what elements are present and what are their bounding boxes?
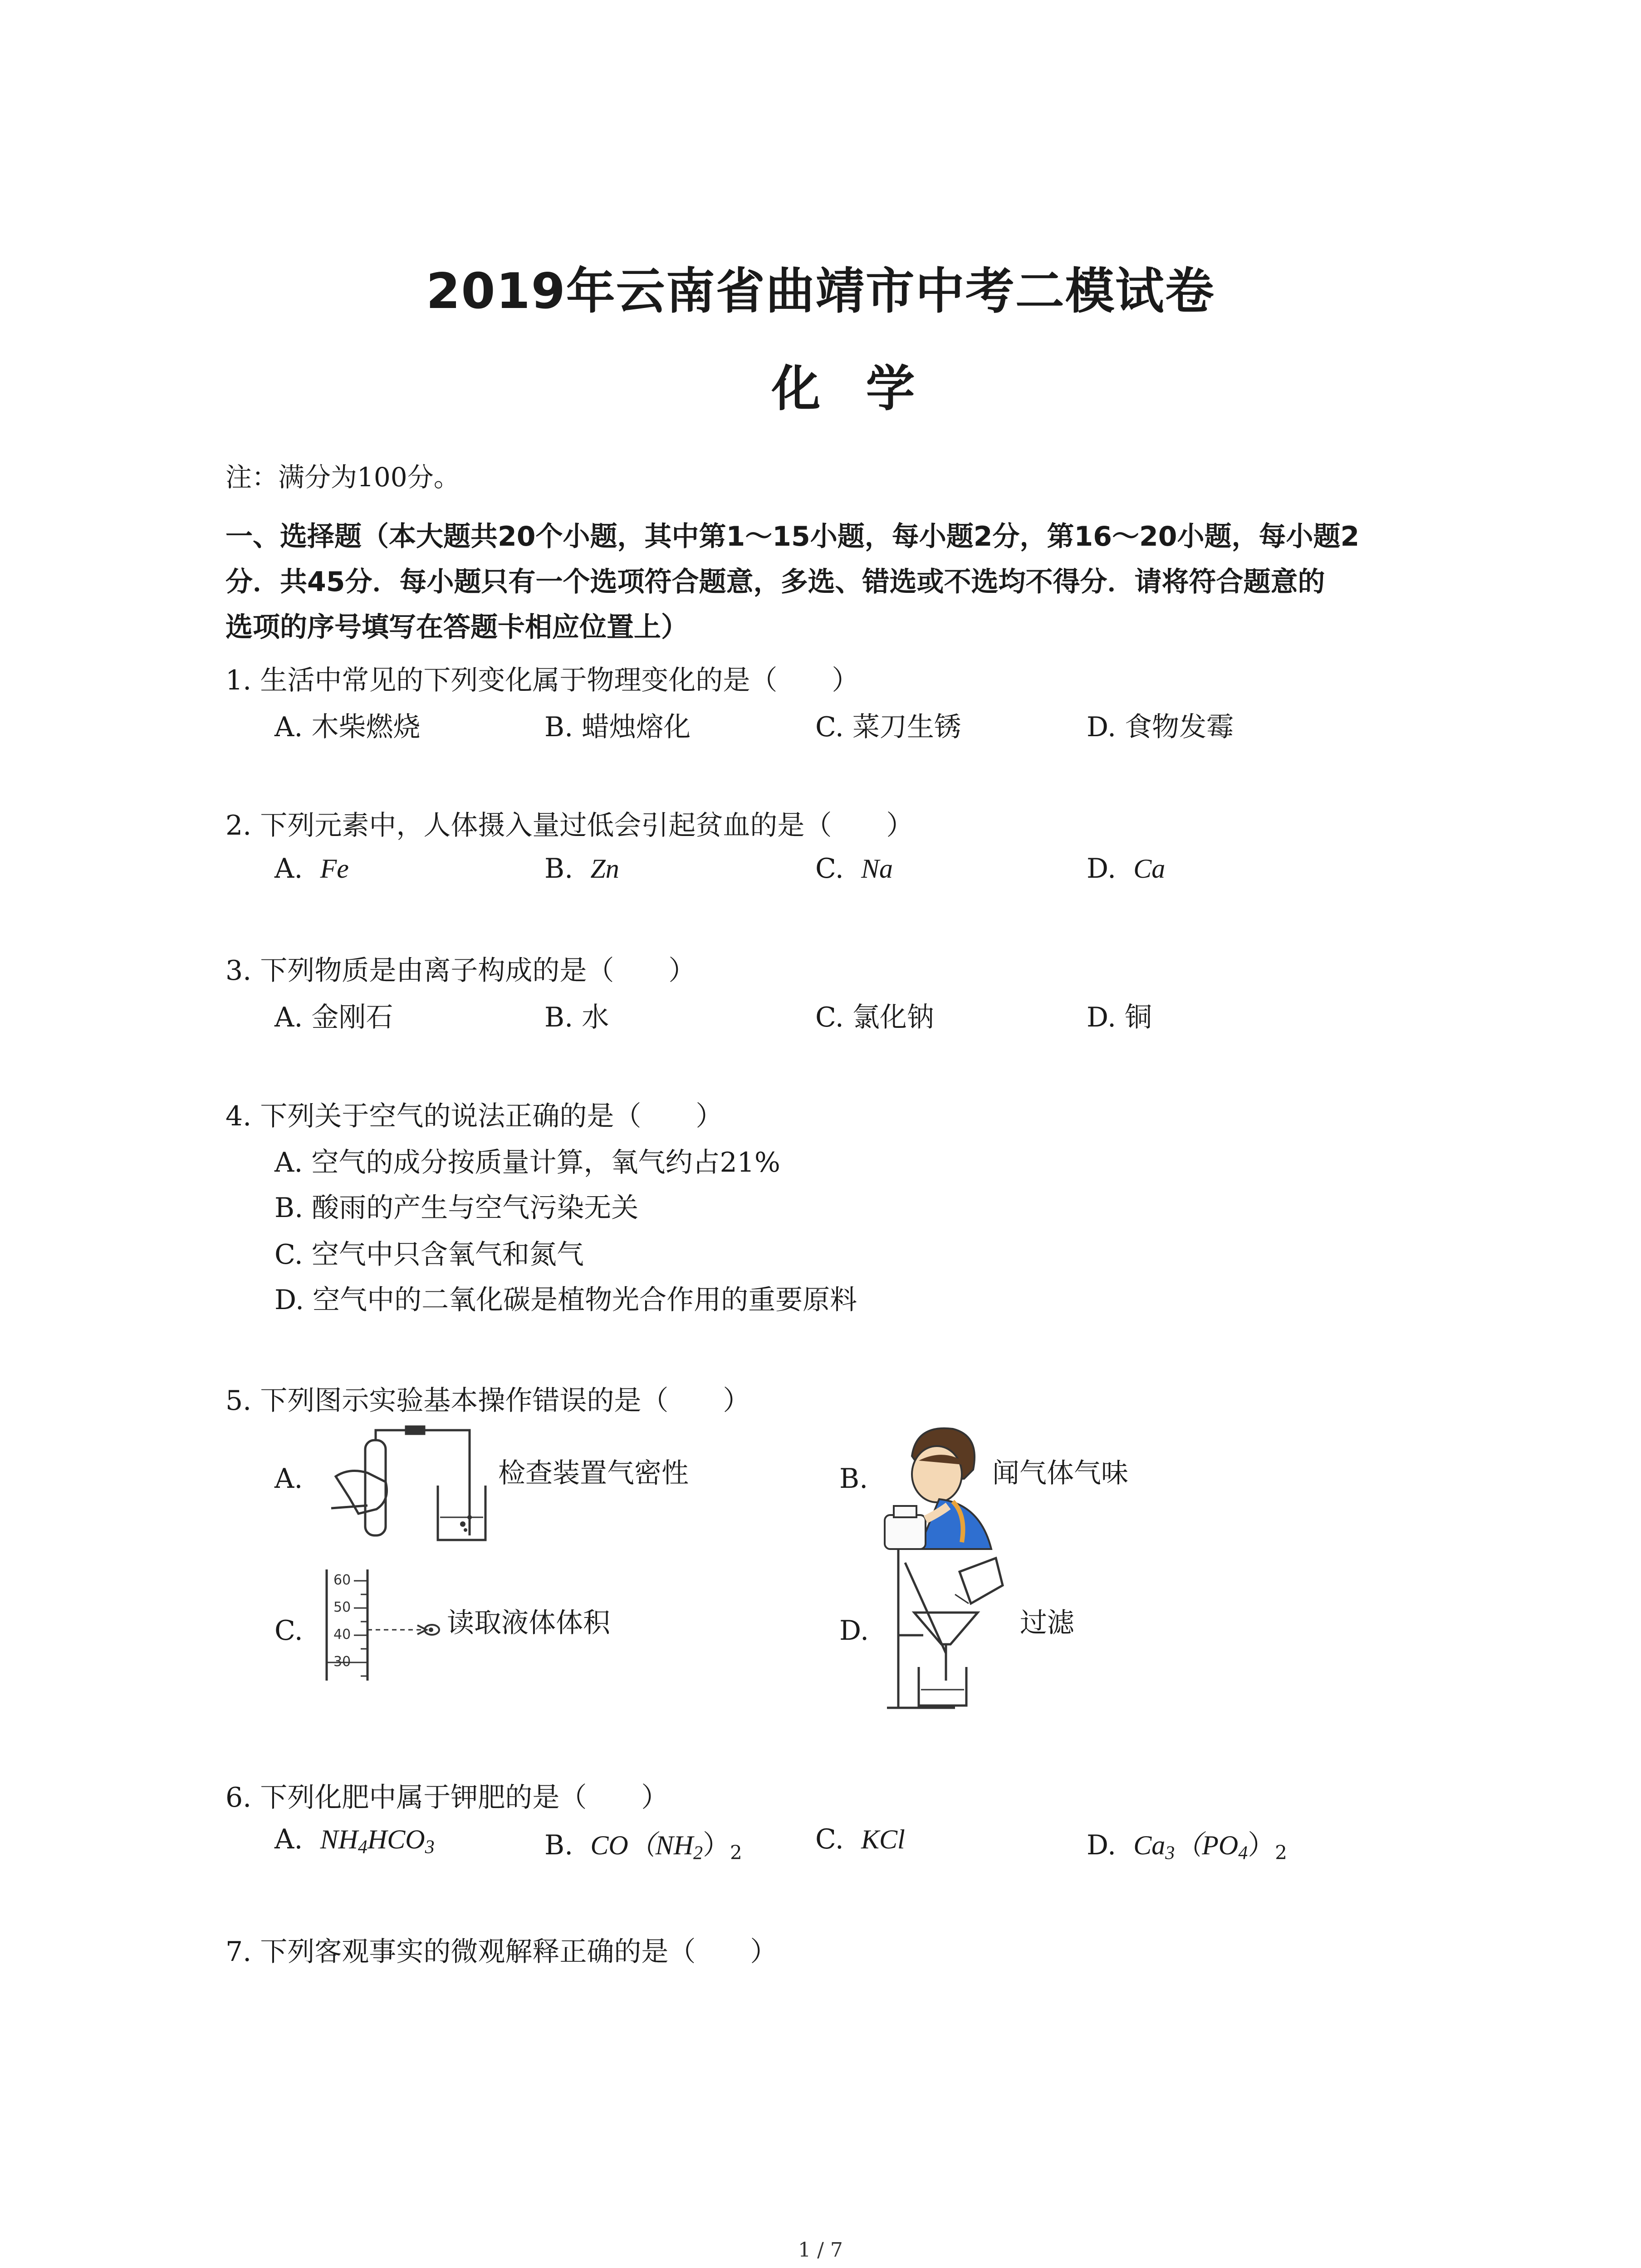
question-5-option-a-label: A. <box>274 1463 303 1495</box>
question-4-option-b: B. 酸雨的产生与空气污染无关 <box>274 1192 639 1224</box>
filtration-figure <box>887 1545 1005 1717</box>
question-4-option-c: C. 空气中只含氧气和氮气 <box>274 1239 584 1271</box>
question-7-stem: 7. 下列客观事实的微观解释正确的是（ ） <box>225 1936 778 1968</box>
question-3-option-a: A. 金刚石 <box>274 1002 393 1033</box>
page-number: 1 / 7 <box>798 2239 843 2262</box>
question-2-option-b: B. Zn <box>544 853 619 885</box>
smelling-gas-figure <box>885 1420 994 1551</box>
question-1-stem: 1. 生活中常见的下列变化属于物理变化的是（ ） <box>225 665 859 696</box>
question-6-option-a: A. $NH_4HCO_3$ <box>274 1823 435 1858</box>
question-2-option-c: C. Na <box>815 853 893 885</box>
question-6-option-b: B. $CO(NH_2)_2$ <box>544 1829 742 1864</box>
question-5-stem: 5. 下列图示实验基本操作错误的是（ ） <box>225 1385 750 1417</box>
question-3-option-c: C. 氯化钠 <box>815 1002 934 1033</box>
question-2-option-d: D. Ca <box>1087 853 1166 885</box>
section-heading-line1: 一、选择题（本大题共20个小题，其中第1～15小题，每小题2分，第16～20小题，每小题2 <box>225 521 1360 552</box>
question-4-stem: 4. 下列关于空气的说法正确的是（ ） <box>225 1100 723 1132</box>
question-1-option-a: A. 木柴燃烧 <box>274 711 421 743</box>
exam-title: 2019年云南省曲靖市中考二模试卷 <box>426 263 1215 320</box>
question-6-stem: 6. 下列化肥中属于钾肥的是（ ） <box>225 1782 669 1813</box>
question-3-option-d: D. 铜 <box>1087 1002 1152 1033</box>
exam-subject: 化学 <box>771 361 960 417</box>
graduated-cylinder-figure <box>318 1567 445 1685</box>
airtightness-check-figure <box>318 1427 499 1549</box>
question-5-option-d-label: D. <box>839 1615 869 1647</box>
question-1-option-b: B. 蜡烛熔化 <box>544 711 691 743</box>
cylinder-tick-60: 60 <box>333 1572 351 1588</box>
question-5-option-c-text: 读取液体体积 <box>447 1607 610 1639</box>
question-1-option-c: C. 菜刀生锈 <box>815 711 961 743</box>
question-3-option-b: B. 水 <box>544 1002 609 1033</box>
question-6-option-d: D. $Ca_3(PO_4)_2$ <box>1087 1829 1287 1864</box>
question-5-option-b-label: B. <box>839 1463 868 1495</box>
question-5-option-a-text: 检查装置气密性 <box>498 1457 689 1489</box>
question-6-option-c: C. KCl <box>815 1823 905 1855</box>
score-note: 注：满分为100分。 <box>225 462 460 493</box>
cylinder-tick-30: 30 <box>333 1654 351 1670</box>
question-5-option-d-text: 过滤 <box>1020 1607 1074 1639</box>
question-1-option-d: D. 食物发霉 <box>1087 711 1234 743</box>
cylinder-tick-50: 50 <box>333 1599 351 1615</box>
question-3-stem: 3. 下列物质是由离子构成的是（ ） <box>225 955 696 987</box>
section-heading-line2: 分．共45分．每小题只有一个选项符合题意，多选、错选或不选均不得分．请将符合题意的 <box>225 566 1325 598</box>
question-5-option-b-text: 闻气体气味 <box>992 1457 1128 1489</box>
question-2-stem: 2. 下列元素中，人体摄入量过低会引起贫血的是（ ） <box>225 810 914 841</box>
question-2-option-a: A. Fe <box>274 853 349 885</box>
question-4-option-a: A. 空气的成分按质量计算，氧气约占21% <box>274 1147 780 1178</box>
cylinder-tick-40: 40 <box>333 1627 351 1642</box>
question-4-option-d: D. 空气中的二氧化碳是植物光合作用的重要原料 <box>274 1284 857 1316</box>
question-5-option-c-label: C. <box>274 1615 303 1647</box>
section-heading-line3: 选项的序号填写在答题卡相应位置上） <box>225 611 688 643</box>
